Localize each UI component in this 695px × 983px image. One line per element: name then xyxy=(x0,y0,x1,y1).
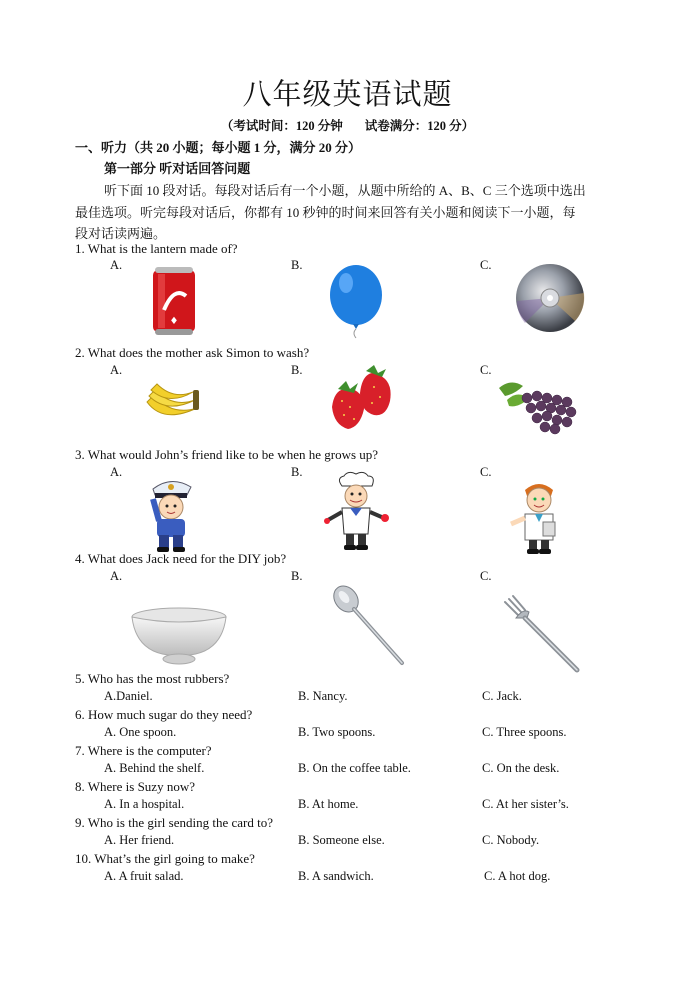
q3-option-b-label: B. xyxy=(291,465,303,479)
instruction-line-1: 听下面 10 段对话。每段对话后有一个小题，从题中所给的 A、B、C 三个选项中选出 xyxy=(104,183,586,198)
banana-icon xyxy=(143,382,201,424)
q9-option-b: B. Someone else. xyxy=(298,833,385,847)
question-5: 5. Who has the most rubbers? xyxy=(75,671,230,686)
q3-option-a-label: A. xyxy=(110,465,123,479)
exam-info xyxy=(0,116,695,134)
question-2: 2. What does the mother ask Simon to wash? xyxy=(75,345,310,360)
spoon-icon xyxy=(330,585,406,667)
q1-option-b-label: B. xyxy=(291,258,303,272)
q2-option-b-label: B. xyxy=(291,363,303,377)
question-1: 1. What is the lantern made of? xyxy=(75,241,238,256)
q10-option-b: B. A sandwich. xyxy=(298,869,374,883)
q3-option-c-label: C. xyxy=(480,465,492,479)
q6-option-c: C. Three spoons. xyxy=(482,725,567,739)
question-10: 10. What’s the girl going to make? xyxy=(75,851,255,866)
cola-can-icon xyxy=(150,266,198,336)
question-4: 4. What does Jack need for the DIY job? xyxy=(75,551,287,566)
q1-option-c-label: C. xyxy=(480,258,492,272)
instruction-line-3: 段对话读两遍。 xyxy=(75,226,167,241)
q4-option-b-label: B. xyxy=(291,569,303,583)
bowl-icon xyxy=(130,607,228,665)
q5-option-b: B. Nancy. xyxy=(298,689,348,703)
question-6: 6. How much sugar do they need? xyxy=(75,707,253,722)
q8-option-a: A. In a hospital. xyxy=(104,797,185,811)
section-heading: 一、听力（共 20 小题；每小题 1 分，满分 20 分） xyxy=(75,140,362,155)
q7-option-a: A. Behind the shelf. xyxy=(104,761,205,775)
strawberry-icon xyxy=(330,365,396,433)
cd-disc-icon xyxy=(515,263,585,333)
q8-option-c: C. At her sister’s. xyxy=(482,797,569,811)
q6-option-b: B. Two spoons. xyxy=(298,725,376,739)
chef-icon xyxy=(324,470,388,552)
q4-option-a-label: A. xyxy=(110,569,123,583)
q9-option-c: C. Nobody. xyxy=(482,833,540,847)
question-8: 8. Where is Suzy now? xyxy=(75,779,195,794)
question-7: 7. Where is the computer? xyxy=(75,743,212,758)
page-title: 八年级英语试题 xyxy=(242,77,453,111)
q5-option-c: C. Jack. xyxy=(482,689,522,703)
grapes-icon xyxy=(497,378,581,434)
doctor-icon xyxy=(507,478,569,554)
q5-option-a: A.Daniel. xyxy=(104,689,153,703)
q7-option-c: C. On the desk. xyxy=(482,761,560,775)
fork-icon xyxy=(503,596,581,674)
part-heading: 第一部分 听对话回答问题 xyxy=(104,161,251,176)
q2-option-a-label: A. xyxy=(110,363,123,377)
q4-option-c-label: C. xyxy=(480,569,492,583)
q2-option-c-label: C. xyxy=(480,363,492,377)
policeman-icon xyxy=(145,475,197,553)
q7-option-b: B. On the coffee table. xyxy=(298,761,411,775)
q8-option-b: B. At home. xyxy=(298,797,359,811)
svg-text:♦: ♦ xyxy=(169,316,179,327)
question-3: 3. What would John’s friend like to be when he grows up? xyxy=(75,447,379,462)
question-9: 9. Who is the girl sending the card to? xyxy=(75,815,273,830)
exam-time: （考试时间：120 分钟 xyxy=(220,119,343,133)
q1-option-a-label: A. xyxy=(110,258,123,272)
instruction-line-2: 最佳选项。听完每段对话后，你都有 10 秒钟的时间来回答有关小题和阅读下一小题，每 xyxy=(75,205,576,220)
full-score: 试卷满分：120 分） xyxy=(364,119,475,133)
q9-option-a: A. Her friend. xyxy=(104,833,175,847)
q10-option-a: A. A fruit salad. xyxy=(104,869,184,883)
q6-option-a: A. One spoon. xyxy=(104,725,177,739)
q10-option-c: C. A hot dog. xyxy=(484,869,551,883)
balloon-icon xyxy=(328,263,384,339)
